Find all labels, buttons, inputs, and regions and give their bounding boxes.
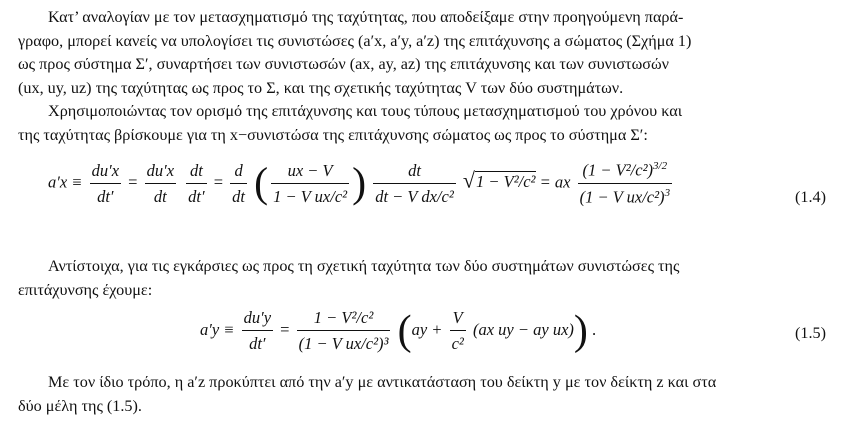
eq1-frac-4: $\frac{d}{dt}$ bbox=[232, 160, 245, 206]
eq1-frac-6: $\frac{dt}{\text{dt − V dx/c²}}$ bbox=[375, 160, 454, 206]
eq1-equals-2: = bbox=[213, 172, 224, 192]
para1-line4: (ux, uy, uz) της ταχύτητας ως προς το Σ, και της σχετικής ταχύτητας V των δύο συστημάτων. bbox=[18, 78, 624, 97]
para2-line2: της ταχύτητας βρίσκουμε για τη x−συνιστώσα της επιτάχυνσης σώματος ως προς το σύστημα Σ′: bbox=[18, 125, 648, 144]
equation-number-1-4: (1.4) bbox=[794, 188, 826, 206]
para3-line1: Αντίστοιχα, για τις εγκάρσιες ως προς τη σχετική ταχύτητα των δύο συστημάτων συνιστώσες της bbox=[48, 257, 680, 275]
para4-line1: Με τον ίδιο τρόπο, η a′z προκύπτει από την a′y με αντικατάσταση του δείκτη y με τον δείκτη z και στα bbox=[48, 373, 717, 391]
para1-line1: Κατ’ αναλογίαν με τον μετασχηματισμό της ταχύτητας, που αποδείξαμε στην προηγούμενη παρά- bbox=[48, 8, 684, 26]
paragraph-3 bbox=[18, 255, 826, 302]
equation-number-1-5: (1.5) bbox=[794, 324, 826, 342]
para1-line2: γραφο, μπορεί κανείς να υπολογίσει τις συνιστώσες (a′x, a′y, a′z) της επιτάχυνσης a σώματος (Σχήμα 1) bbox=[18, 31, 692, 50]
eq1-sqrt: 1 − V²/c² bbox=[475, 172, 536, 192]
eq1-lhs: a′x ≡ bbox=[48, 172, 83, 192]
eq2-frac-2: $\frac{\text{1 − V²/c²}}{\text{(1 − V ux/c²)³}}$ bbox=[298, 308, 389, 353]
eq2-lhs: a′y ≡ bbox=[200, 319, 235, 339]
equation-1-5: a′y ≡ $\frac{du'y}{dt'}$ = $\frac{\text{1 − V²/c²}}{\text{(1 − V ux/c²)³}}$ (ay + $\frac{V}{\text{c²}}$ (ax uy − ay ux)) . bbox=[200, 308, 597, 354]
eq2-period: . bbox=[592, 319, 597, 339]
para1-line3: ως προς σύστημα Σ′, συναρτήσει των συνιστωσών (ax, ay, az) της επιτάχυνσης και των συνιστωσών bbox=[18, 55, 669, 73]
eq1-equals-3: = ax bbox=[539, 172, 571, 192]
eq1-equals-1: = bbox=[128, 172, 138, 192]
equation-1-4: a′x ≡ $\frac{du'x}{dt'}$ = $\frac{du'x}{dt}$ $\frac{dt}{dt'}$ = $\frac{d}{dt}$ ( $\frac{ux - V}{\text{1 − V ux/c²}}$ ) $\frac{dt}{\text{dt − V dx/c²}}$ √1 − V²/c² = ax $\frac{(1 - V^2/c^2)^{3/2}}{(1 - V ux/c^2)^3}$ bbox=[48, 160, 671, 207]
eq2-rest: (ax uy − ay ux) bbox=[472, 319, 574, 339]
eq1-frac-5: $\frac{ux - V}{\text{1 − V ux/c²}}$ bbox=[273, 160, 348, 206]
eq1-frac-1: $\frac{du'x}{dt'}$ bbox=[91, 160, 120, 206]
eq2-equals: = bbox=[280, 319, 290, 339]
para3-line2: επιτάχυνσης έχουμε: bbox=[18, 280, 153, 299]
paragraph-4 bbox=[18, 371, 826, 418]
eq1-frac-3: $\frac{dt}{dt'}$ bbox=[188, 160, 205, 206]
paragraph-1 bbox=[18, 6, 826, 100]
eq2-ay: ay + bbox=[411, 319, 443, 339]
eq1-frac-7: $\frac{(1 - V^2/c^2)^{3/2}}{(1 - V ux/c^2)^3}$ bbox=[579, 160, 671, 206]
eq1-frac-2: $\frac{du'x}{dt}$ bbox=[146, 160, 175, 206]
paragraph-2 bbox=[18, 100, 826, 147]
eq2-frac-3: $\frac{V}{\text{c²}}$ bbox=[451, 308, 464, 353]
para2-line1: Χρησιμοποιώντας τον ορισμό της επιτάχυνσης και τους τύπους μετασχηματισμού του χρόνου και bbox=[48, 102, 683, 120]
para4-line2: δύο μέλη της (1.5). bbox=[18, 396, 142, 415]
eq2-frac-1: $\frac{du'y}{dt'}$ bbox=[243, 308, 272, 353]
